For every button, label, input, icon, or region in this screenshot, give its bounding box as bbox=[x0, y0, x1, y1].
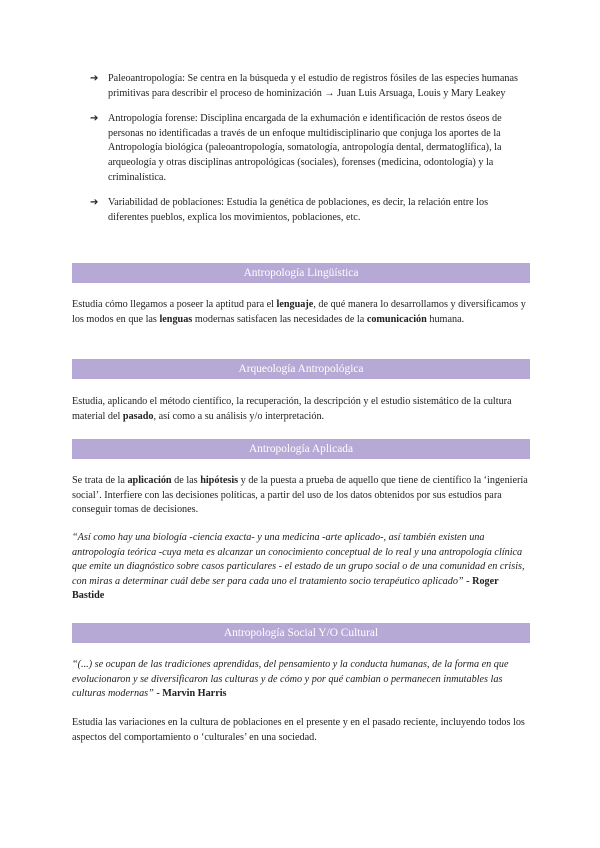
bullet-text: Variabilidad de poblaciones: Estudia la genética de poblaciones, es decir, la relación entre los diferentes pueblos, explica los movimientos, poblaciones, etc. bbox=[108, 197, 489, 223]
bullet-text: Paleoantropología: Se centra en la búsqueda y el estudio de registros fósiles de las especies humanas primitivas para describir el proceso de hominización → Juan Luis Arsuaga, Louis y Mary Leakey bbox=[108, 73, 518, 99]
paragraph-social: Estudia las variaciones en la cultura de poblaciones en el presente y en el pasado reciente, incluyendo todos los aspectos del comportamiento o ‘culturales’ en una sociedad. bbox=[72, 717, 525, 743]
section-header-arqueologia: Arqueología Antropológica bbox=[72, 359, 530, 379]
bold-term: hipótesis bbox=[200, 475, 239, 486]
bullet-text: Antropología forense: Disciplina encargada de la exhumación e identificación de restos óseos de personas no identificadas a través de un enfoque multidisciplinario que conjuga los aportes de la Antropología biológica (paleoantropología, somatología, antropología dental, dermatoglífica), la arqueología y otras disciplinas antropológicas (sociales), forenses (medicina, odontología) y la criminalística. bbox=[108, 113, 502, 183]
section-header-aplicada: Antropología Aplicada bbox=[72, 439, 530, 459]
text-run: Se trata de la bbox=[72, 475, 128, 486]
quote-bastide bbox=[72, 531, 530, 604]
text-run: Estudia, aplicando el método científico, la recuperación, la descripción y el estudio sistemático de la cultura material del bbox=[72, 396, 512, 422]
text-run: humana. bbox=[426, 313, 465, 325]
bold-term: lenguaje bbox=[276, 299, 314, 310]
bullet-paleoantropologia bbox=[90, 72, 530, 101]
arrow-icon: ➔ bbox=[90, 113, 99, 125]
paragraph-linguistica bbox=[72, 298, 530, 327]
arrow-icon: ➔ bbox=[90, 73, 99, 84]
section-header-linguistica: Antropología Lingüística bbox=[72, 263, 530, 283]
quote-author: - Marvin Harris bbox=[156, 688, 227, 700]
text-run: Estudia cómo llegamos a poseer la aptitud para el bbox=[72, 299, 277, 310]
bullet-list bbox=[90, 72, 530, 236]
bold-term: aplicación bbox=[127, 475, 172, 486]
text-run: , así como a su análisis y/o interpretación. bbox=[153, 410, 325, 422]
quote-author: - Roger Bastide bbox=[72, 575, 499, 602]
bold-term: comunicación bbox=[366, 313, 427, 325]
paragraph-aplicada bbox=[72, 474, 530, 518]
text-run: y de la puesta a prueba de aquello que tiene de científico la ‘ingeniería social’. Interfiere con las decisiones políticas, a partir del uso de los datos obtenidos por sus estudios para conseguir tomas de decisiones. bbox=[72, 475, 528, 516]
bold-term: pasado bbox=[122, 410, 154, 422]
text-run: , de qué manera lo desarrollamos y diversificamos y los modos en que las bbox=[72, 299, 526, 325]
text-run: modernas satisfacen las necesidades de la bbox=[192, 313, 367, 325]
bold-term: lenguas bbox=[159, 313, 193, 325]
bullet-variabilidad-poblaciones bbox=[90, 196, 530, 225]
quote-harris bbox=[72, 658, 530, 702]
quote-text: “Así como hay una biología -ciencia exacta- y una medicina -arte aplicado-, así también existen una antropología teórica -cuya meta es alcanzar un conocimiento conceptual de lo real y una antropología clínica que emite un diagnóstico sobre casos particulares - el estado de un grupo social o de una comunidad en crisis, con miras a determinar cuál debe ser para cada uno el tratamiento socio terapéutico aplicado” bbox=[72, 532, 525, 587]
section-header-social: Antropología Social Y/O Cultural bbox=[72, 623, 530, 643]
quote-text: “(...) se ocupan de las tradiciones aprendidas, del pensamiento y la conducta humanas, de la forma en que evolucionaron y se diversificaron las culturas y de cómo y por qué cambian o permanecen inmutables las culturas modernas” bbox=[72, 659, 509, 700]
bullet-antropologia-forense bbox=[90, 112, 530, 185]
arrow-icon: ➔ bbox=[90, 197, 99, 209]
paragraph-arqueologia bbox=[72, 395, 530, 424]
text-run: de las bbox=[171, 475, 201, 486]
